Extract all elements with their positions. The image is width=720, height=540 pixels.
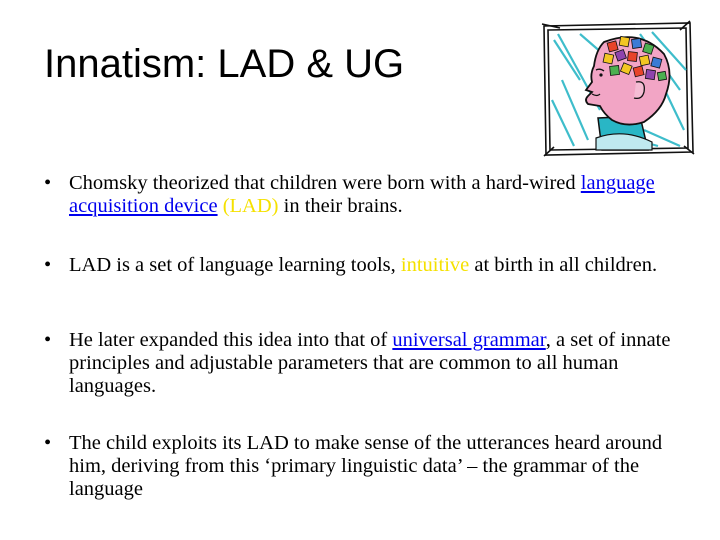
universal-grammar-link[interactable]: universal grammar xyxy=(392,328,546,351)
bullet-text: Chomsky theorized that children were born with a hard-wired xyxy=(69,172,581,194)
bullet-dot: • xyxy=(44,431,52,454)
bullet-text: , a set of innate principles and adjustable parameters that are common to all human languages. xyxy=(69,328,671,397)
bullet-item xyxy=(44,329,692,398)
bullet-dot: • xyxy=(44,328,52,351)
bullet-item xyxy=(44,432,692,501)
head-with-letter-blocks-icon xyxy=(540,20,696,158)
bullet-text: LAD is a set of language learning tools, xyxy=(69,253,401,276)
bullet-dot: • xyxy=(44,253,52,276)
intuitive-highlight: intuitive xyxy=(400,253,470,276)
bullet-item xyxy=(44,172,692,218)
language-acquisition-device-link[interactable]: language acquisition device xyxy=(69,172,655,217)
lad-highlight: (LAD) xyxy=(217,194,284,217)
bullet-dot: • xyxy=(44,172,52,194)
slide-title: Innatism: LAD & UG xyxy=(44,42,405,86)
slide-body xyxy=(44,172,692,501)
bullet-text: He later expanded this idea into that of xyxy=(69,328,393,351)
bullet-text: in their brains. xyxy=(283,194,403,217)
bullet-item xyxy=(44,254,692,277)
bullet-text: at birth in all children. xyxy=(469,253,658,276)
bullet-text: The child exploits its LAD to make sense of the utterances heard around him, deriving from this ‘primary linguistic data’ – the grammar of the language xyxy=(69,431,663,500)
